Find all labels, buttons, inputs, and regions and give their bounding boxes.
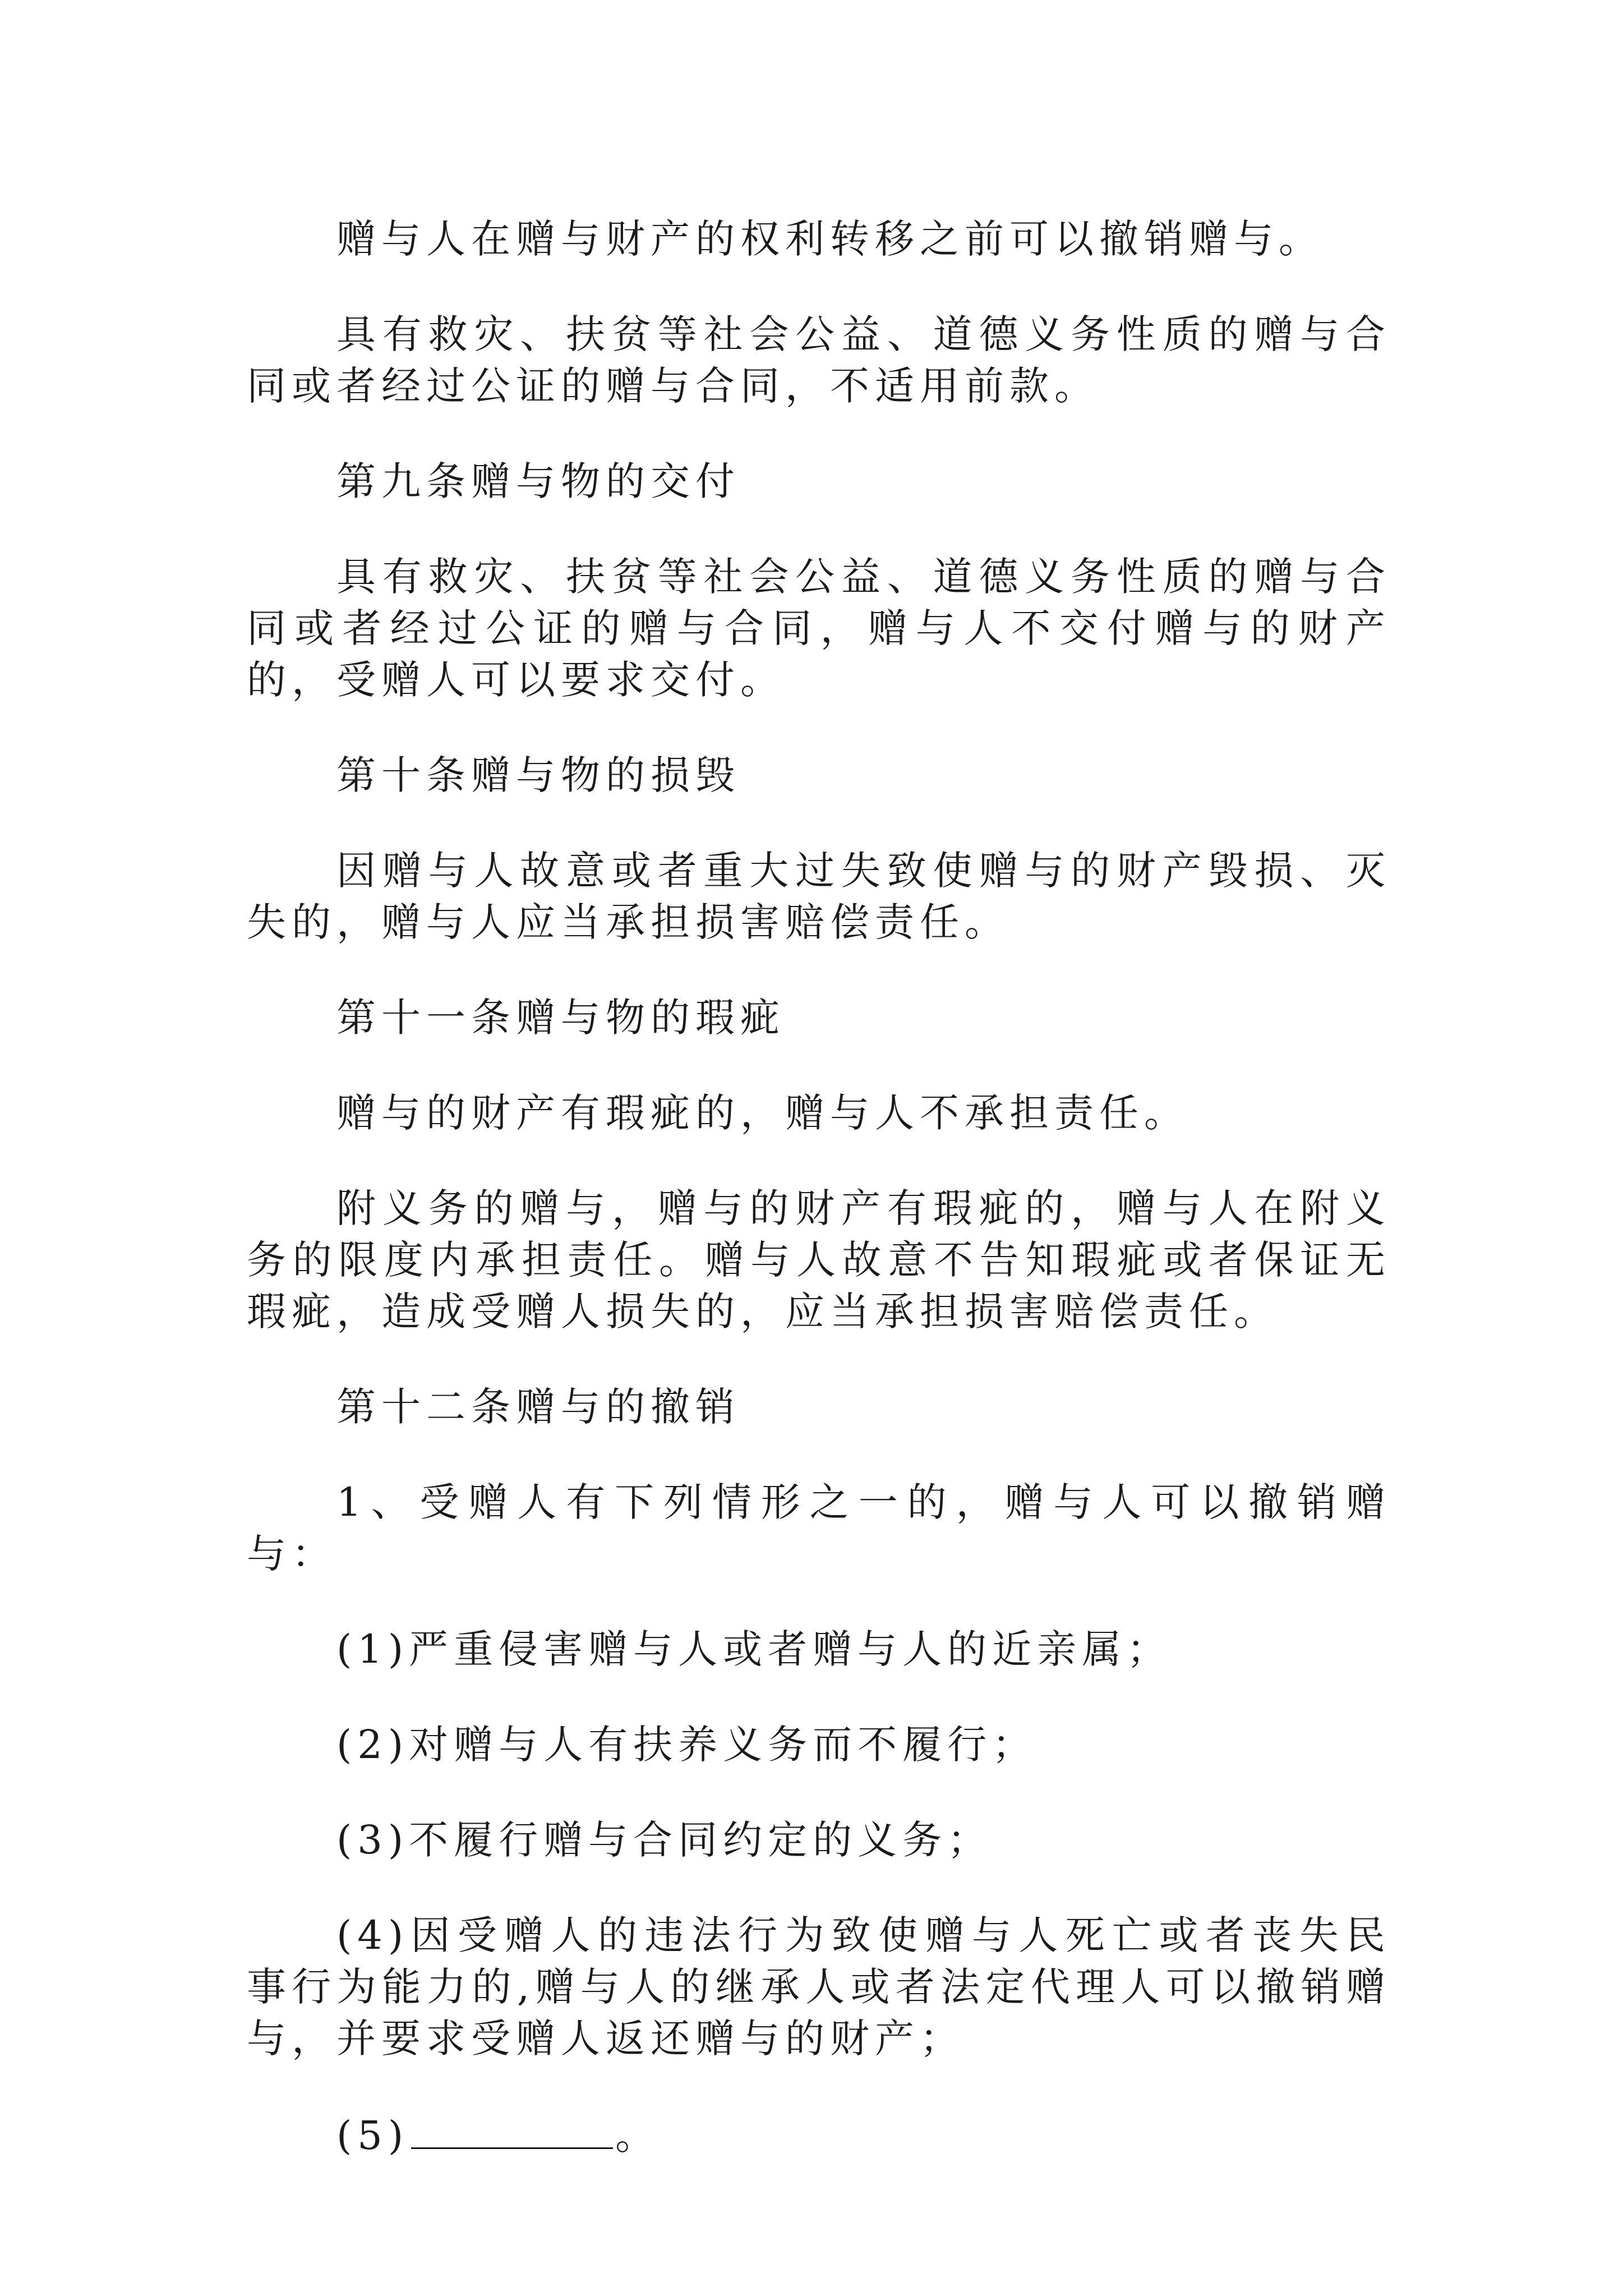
paragraph-conditional-gift-defect: 附义务的赠与，赠与的财产有瑕疵的，赠与人在附义务的限度内承担责任。赠与人故意不告知瑕疵或者保证无瑕疵，造成受赠人损失的，应当承担损害赔偿责任。: [247, 1185, 1391, 1335]
paragraph-public-welfare-exception: 具有救灾、扶贫等社会公益、道德义务性质的赠与合同或者经过公证的赠与合同，不适用前款。: [247, 311, 1391, 409]
paragraph-damage-liability: 因赠与人故意或者重大过失致使赠与的财产毁损、灭失的，赠与人应当承担损害赔偿责任。: [247, 848, 1391, 945]
fill-in-blank[interactable]: [411, 2108, 613, 2149]
list-item-4: (4)因受赠人的违法行为致使赠与人死亡或者丧失民事行为能力的,赠与人的继承人或者法定代理人可以撤销赠与，并要求受赠人返还赠与的财产；: [247, 1912, 1391, 2062]
list-item-5-prefix: (5): [336, 2113, 409, 2159]
article-9-heading: 第九条赠与物的交付: [336, 458, 740, 504]
list-item-5-suffix: 。: [615, 2113, 661, 2159]
list-item-1: (1)严重侵害赠与人或者赠与人的近亲属；: [336, 1626, 1172, 1672]
article-12-heading: 第十二条赠与的撤销: [336, 1384, 740, 1430]
paragraph-defect-no-liability: 赠与的财产有瑕疵的，赠与人不承担责任。: [336, 1090, 1189, 1136]
paragraph-delivery-demand: 具有救灾、扶贫等社会公益、道德义务性质的赠与合同或者经过公证的赠与合同，赠与人不交付赠与的财产的，受赠人可以要求交付。: [247, 554, 1391, 703]
paragraph-revocation-conditions: 1、受赠人有下列情形之一的，赠与人可以撤销赠与：: [247, 1479, 1391, 1577]
list-item-5: [247, 2108, 1391, 2161]
article-10-heading: 第十条赠与物的损毁: [336, 752, 740, 798]
list-item-3: (3)不履行赠与合同约定的义务；: [336, 1817, 993, 1863]
list-item-2: (2)对赠与人有扶养义务而不履行；: [336, 1722, 1038, 1768]
document-body: [247, 213, 1391, 2161]
paragraph-revocation-before-transfer: 赠与人在赠与财产的权利转移之前可以撤销赠与。: [336, 216, 1324, 262]
article-11-heading: 第十一条赠与物的瑕疵: [336, 995, 785, 1041]
